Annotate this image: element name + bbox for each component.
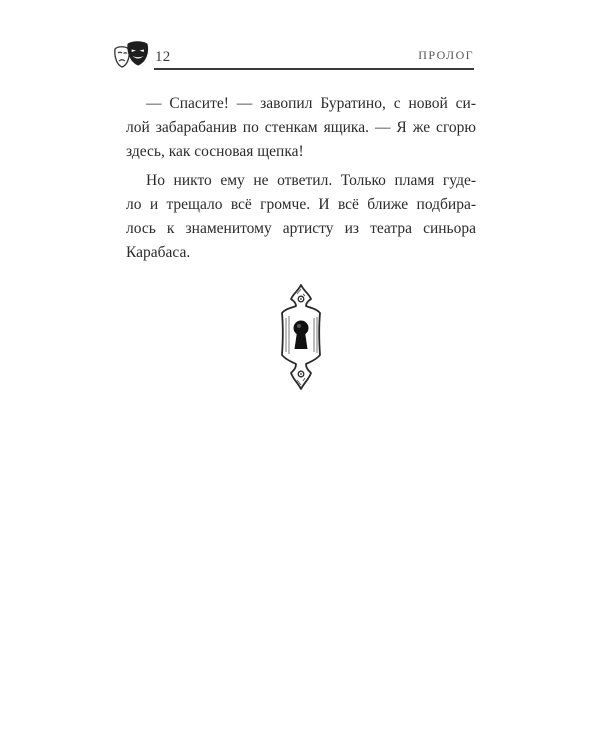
body-text — [126, 92, 476, 265]
header-rule — [154, 68, 474, 70]
text-line: лось к знаменитому артисту из театра синьора — [126, 220, 476, 237]
text-line: Карабаса. — [126, 244, 191, 261]
text-line: Но никто ему не ответил. Только пламя гуде- — [146, 172, 476, 189]
theater-masks-icon — [112, 40, 152, 72]
page-number: 12 — [155, 49, 171, 65]
text-line: здесь, как сосновая щепка! — [126, 143, 304, 160]
text-line: лой забарабанив по стенкам ящика. — Я же сгорю — [126, 119, 476, 136]
section-title: ПРОЛОГ — [418, 48, 474, 62]
text-line: — Спасите! — завопил Буратино, с новой си- — [146, 95, 476, 112]
keyhole-escutcheon-icon — [270, 282, 332, 392]
text-line: ло и трещало всё громче. И всё ближе подбира- — [126, 196, 476, 213]
running-head — [112, 40, 474, 72]
